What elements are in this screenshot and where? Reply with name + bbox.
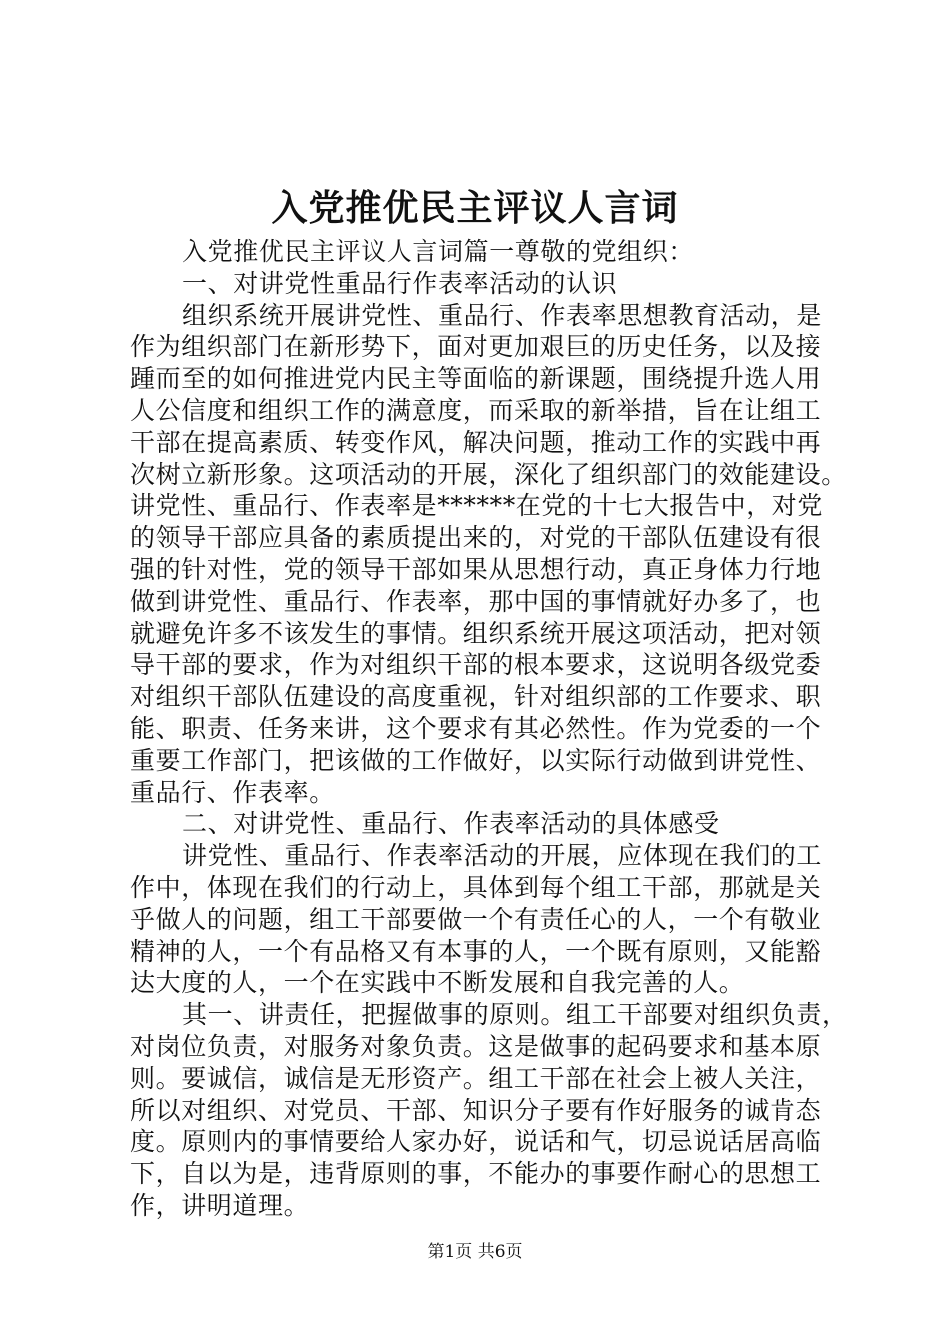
text-line: 踵而至的如何推进党内民主等面临的新课题，围绕提升选人用 [130, 364, 822, 394]
text-line: 其一、讲责任，把握做事的原则。组工干部要对组织负责， [182, 1000, 848, 1030]
text-line: 次树立新形象。这项活动的开展，深化了组织部门的效能建设。 [130, 459, 847, 489]
text-line: 干部在提高素质、转变作风，解决问题，推动工作的实践中再 [130, 427, 822, 457]
text-line: 导干部的要求，作为对组织干部的根本要求，这说明各级党委 [130, 650, 822, 680]
text-line: 就避免许多不该发生的事情。组织系统开展这项活动，把对领 [130, 618, 822, 648]
text-line: 则。要诚信，诚信是无形资产。组工干部在社会上被人关注， [130, 1063, 822, 1093]
document-title: 入党推优民主评议人言词 [271, 187, 679, 229]
text-line: 组织系统开展讲党性、重品行、作表率思想教育活动，是 [182, 300, 823, 330]
text-line: 讲党性、重品行、作表率是******在党的十七大报告中，对党 [130, 491, 824, 521]
text-line: 精神的人，一个有品格又有本事的人，一个既有原则，又能豁 [130, 936, 822, 966]
text-line: 入党推优民主评议人言词篇一尊敬的党组织： [182, 237, 695, 266]
text-line: 重要工作部门，把该做的工作做好，以实际行动做到讲党性、 [130, 745, 822, 775]
section-heading: 一、对讲党性重品行作表率活动的认识 [182, 268, 618, 298]
text-line: 讲党性、重品行、作表率活动的开展，应体现在我们的工 [182, 841, 823, 871]
text-line: 作中，体现在我们的行动上，具体到每个组工干部，那就是关 [130, 872, 822, 902]
text-line: 下，自以为是，违背原则的事，不能办的事要作耐心的思想工 [130, 1159, 822, 1189]
text-line: 做到讲党性、重品行、作表率，那中国的事情就好办多了，也 [130, 586, 822, 616]
section-heading: 二、对讲党性、重品行、作表率活动的具体感受 [182, 809, 720, 839]
page-footer: 第1页 共6页 [427, 1242, 523, 1262]
text-line: 所以对组织、对党员、干部、知识分子要有作好服务的诚肯态 [130, 1095, 822, 1125]
text-line: 作为组织部门在新形势下，面对更加艰巨的历史任务，以及接 [130, 332, 822, 362]
text-line: 能、职责、任务来讲，这个要求有其必然性。作为党委的一个 [130, 713, 822, 743]
text-line: 对岗位负责，对服务对象负责。这是做事的起码要求和基本原 [130, 1031, 822, 1061]
text-line: 作，讲明道理。 [130, 1190, 310, 1220]
text-line: 乎做人的问题，组工干部要做一个有责任心的人，一个有敬业 [130, 904, 822, 934]
text-line: 对组织干部队伍建设的高度重视，针对组织部的工作要求、职 [130, 682, 822, 712]
text-line: 度。原则内的事情要给人家办好，说话和气，切忌说话居高临 [130, 1127, 822, 1157]
text-line: 人公信度和组织工作的满意度，而采取的新举措，旨在让组工 [130, 395, 822, 425]
text-line: 强的针对性，党的领导干部如果从思想行动，真正身体力行地 [130, 554, 822, 584]
text-line: 达大度的人，一个在实践中不断发展和自我完善的人。 [130, 968, 745, 998]
text-line: 的领导干部应具备的素质提出来的，对党的干部队伍建设有很 [130, 523, 822, 553]
text-line: 重品行、作表率。 [130, 777, 335, 807]
document-body [130, 236, 848, 1222]
